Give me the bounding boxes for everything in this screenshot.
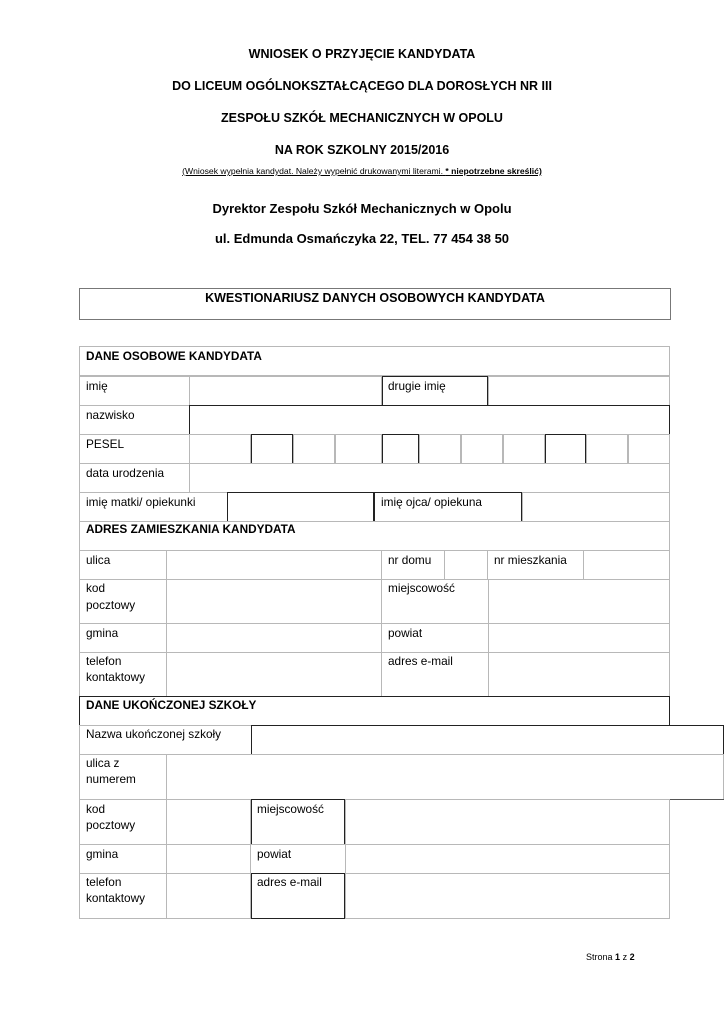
mother-name-field[interactable] xyxy=(227,492,374,522)
commune-label: gmina xyxy=(86,626,119,640)
school-phone-label-2: kontaktowy xyxy=(86,891,146,905)
phone-label-1: telefon xyxy=(86,654,122,668)
school-street-label-2: numerem xyxy=(86,772,136,786)
street-label: ulica xyxy=(86,553,111,567)
email-label: adres e-mail xyxy=(388,654,453,668)
school-street-label-1: ulica z xyxy=(86,756,120,770)
school-commune-label: gmina xyxy=(86,847,119,861)
school-postal-field[interactable] xyxy=(166,799,251,845)
school-postal-label-1: kod xyxy=(86,802,106,816)
school-city-label: miejscowość xyxy=(257,802,324,816)
flat-no-field[interactable] xyxy=(583,550,670,580)
form-instruction xyxy=(0,166,724,176)
pesel-digit[interactable] xyxy=(251,434,293,464)
address-section-title: ADRES ZAMIESZKANIA KANDYDATA xyxy=(86,522,296,536)
school-county-label: powiat xyxy=(257,847,292,861)
school-postal-label-2: pocztowy xyxy=(86,818,136,832)
phone-label-2: kontaktowy xyxy=(86,670,146,684)
pesel-digit[interactable] xyxy=(461,434,503,464)
birth-date-label: data urodzenia xyxy=(86,466,165,480)
email-field[interactable] xyxy=(488,652,670,697)
questionnaire-title: KWESTIONARIUSZ DANYCH OSOBOWYCH KANDYDATA xyxy=(205,291,545,305)
page-current: 1 xyxy=(615,952,621,962)
table-divider xyxy=(670,799,724,800)
pesel-digit[interactable] xyxy=(189,434,251,464)
house-no-field[interactable] xyxy=(444,550,488,580)
pesel-digit[interactable] xyxy=(628,434,670,464)
school-name-label: Nazwa ukończonej szkoły xyxy=(86,727,222,741)
flat-no-label: nr mieszkania xyxy=(494,553,567,567)
first-name-label: imię xyxy=(86,379,108,393)
postal-code-label-1: kod xyxy=(86,581,106,595)
middle-name-label: drugie imię xyxy=(388,379,446,393)
street-field[interactable] xyxy=(166,550,382,580)
father-name-label: imię ojca/ opiekuna xyxy=(381,495,482,509)
instruction-text: (Wniosek wypełnia kandydat. Należy wypełnić drukowanymi literami. xyxy=(182,166,443,176)
school-street-field[interactable] xyxy=(166,754,724,800)
school-section-title: DANE UKOŃCZONEJ SZKOŁY xyxy=(86,698,257,712)
school-phone-label-1: telefon xyxy=(86,875,122,889)
surname-field[interactable] xyxy=(189,405,670,435)
school-name-field[interactable] xyxy=(251,725,724,755)
school-commune-field[interactable] xyxy=(166,844,251,874)
page-total: 2 xyxy=(629,952,635,962)
postal-code-label-2: pocztowy xyxy=(86,598,136,612)
mother-name-label: imię matki/ opiekunki xyxy=(86,495,196,509)
pesel-digit[interactable] xyxy=(503,434,545,464)
phone-field[interactable] xyxy=(166,652,382,697)
school-city-field[interactable] xyxy=(345,799,670,845)
postal-code-field[interactable] xyxy=(166,579,382,624)
city-label: miejscowość xyxy=(388,581,455,595)
pesel-label: PESEL xyxy=(86,437,125,451)
first-name-field[interactable] xyxy=(189,376,382,406)
middle-name-field[interactable] xyxy=(488,376,670,406)
pesel-digit[interactable] xyxy=(293,434,335,464)
header-line-1: WNIOSEK O PRZYJĘCIE KANDYDATA xyxy=(248,47,476,61)
father-name-field[interactable] xyxy=(522,492,670,522)
city-field[interactable] xyxy=(488,579,670,624)
personal-section-title: DANE OSOBOWE KANDYDATA xyxy=(86,349,262,363)
page-separator: z xyxy=(622,952,628,962)
school-email-field[interactable] xyxy=(345,873,670,919)
birth-date-field[interactable] xyxy=(189,463,670,493)
header-line-4: NA ROK SZKOLNY 2015/2016 xyxy=(274,143,450,157)
school-email-label: adres e-mail xyxy=(257,875,322,889)
school-county-field[interactable] xyxy=(345,844,670,874)
surname-label: nazwisko xyxy=(86,408,135,422)
address-line: ul. Edmunda Osmańczyka 22, TEL. 77 454 38 50 xyxy=(214,231,510,246)
questionnaire-title-box xyxy=(79,288,671,320)
header-line-3: ZESPOŁU SZKÓŁ MECHANICZNYCH W OPOLU xyxy=(221,111,503,125)
pesel-digit[interactable] xyxy=(586,434,628,464)
county-label: powiat xyxy=(388,626,423,640)
school-phone-field[interactable] xyxy=(166,873,251,919)
county-field[interactable] xyxy=(488,623,670,653)
page-word: Strona xyxy=(586,952,613,962)
pesel-digit[interactable] xyxy=(335,434,382,464)
house-no-label: nr domu xyxy=(388,553,432,567)
pesel-digit[interactable] xyxy=(545,434,586,464)
instruction-bold: * niepotrzebne skreślić) xyxy=(445,166,542,176)
pesel-digit[interactable] xyxy=(419,434,461,464)
page-number xyxy=(586,952,635,962)
header-line-2: DO LICEUM OGÓLNOKSZTAŁCĄCEGO DLA DOROSŁYCH NR III xyxy=(172,79,552,93)
pesel-digit[interactable] xyxy=(382,434,419,464)
director-line: Dyrektor Zespołu Szkół Mechanicznych w Opolu xyxy=(212,201,512,216)
commune-field[interactable] xyxy=(166,623,382,653)
